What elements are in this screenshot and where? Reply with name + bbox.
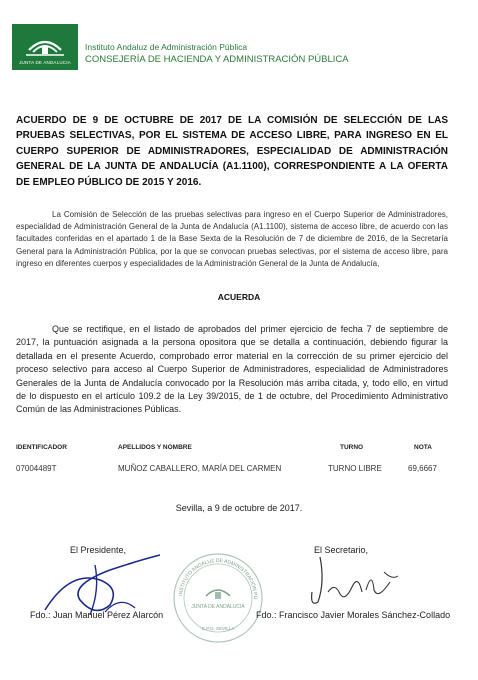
cell-nota: 69,6667 <box>408 464 437 473</box>
stamp-arc-path: INSTITUTO ANDALUZ DE ADMINISTRACIÓN PÚ <box>178 557 259 600</box>
official-stamp <box>168 548 268 648</box>
stamp-center-text: JUNTA DE ANDALUCIA <box>191 604 245 610</box>
document-title: ACUERDO DE 9 DE OCTUBRE DE 2017 DE LA COMISIÓN DE SELECCIÓN DE LAS PRUEBAS SELECTIVAS, POR EL SISTEMA DE ACCESO LIBRE, PARA INGRESO EN EL CUERPO SUPERIOR DE ADMINISTRADORES, ESPECIALIDAD DE ADMINISTRACIÓN GENERAL DE LA JUNTA DE ANDALUCÍA (A1.1100), CORRESPONDIENTE A LA OFERTA DE EMPLEO PÚBLICO DE 2015 Y 2016. <box>16 115 448 188</box>
acuerda-heading: ACUERDA <box>217 292 261 302</box>
president-name: Fdo.: Juan Manuel Pérez Alarcón <box>30 610 164 620</box>
stamp-bottom-text: C.P.O. SEVILLA <box>201 626 235 631</box>
resolution-paragraph: Que se rectifique, en el listado de aprobados del primer ejercicio de fecha 7 de septiembre de 2017, la puntuación asignada a la persona opositora que se detalla a continuación, debiendo figurar la detallada en el presente Acuerdo, comprobado error material en la corrección de su primer ejercicio del proceso selectivo para acceso al Cuerpo Superior de Administradores, especialidad de Administradores Generales de la Junta de Andalucía convocado por la Resolución más arriba citada, y, todo ello, en virtud de lo dispuesto en el artículo 109.2 de la Ley 39/2015, de 1 de octubre, del Procedimiento Administrativo Común de las Administraciones Públicas. <box>16 324 448 415</box>
ministry-name: CONSEJERÍA DE HACIENDA Y ADMINISTRACIÓN PÚBLICA <box>85 54 349 65</box>
col-header-nota: NOTA <box>414 444 432 451</box>
secretary-signature <box>300 552 410 612</box>
col-header-id: IDENTIFICADOR <box>16 444 67 451</box>
cell-name: MUÑOZ CABALLERO, MARÍA DEL CARMEN <box>118 464 282 473</box>
secretary-role: El Secretario, <box>314 545 369 555</box>
cell-id: 07004489T <box>16 464 57 473</box>
signing-date: Sevilla, a 9 de octubre de 2017. <box>175 503 303 513</box>
cell-turno: TURNO LIBRE <box>328 464 382 473</box>
secretary-name: Fdo.: Francisco Javier Morales Sánchez-Collado <box>256 610 451 620</box>
institute-name: Instituto Andaluz de Administración Pública <box>85 42 248 52</box>
intro-paragraph: La Comisión de Selección de las pruebas selectivas para ingreso en el Cuerpo Superior de Administradores, especialidad de Administración General de la Junta de Andalucía (A1.1100), sistema de acceso libre, de acuerdo con las facultades conferidas en el apartado 1 de la Base Sexta de la Resolución de 7 de diciembre de 2016, de la Secretaría General para la Administración Pública, por la que se convocan pruebas selectivas, por el sistema de acceso libre, para ingreso en diferentes cuerpos y especialidades de la Administración General de la Junta de Andalucía, <box>16 210 448 268</box>
president-role: El Presidente, <box>70 545 127 555</box>
logo-label: JUNTA DE ANDALUCIA <box>19 60 71 65</box>
col-header-name: APELLIDOS Y NOMBRE <box>118 444 192 451</box>
col-header-turno: TURNO <box>340 444 364 451</box>
